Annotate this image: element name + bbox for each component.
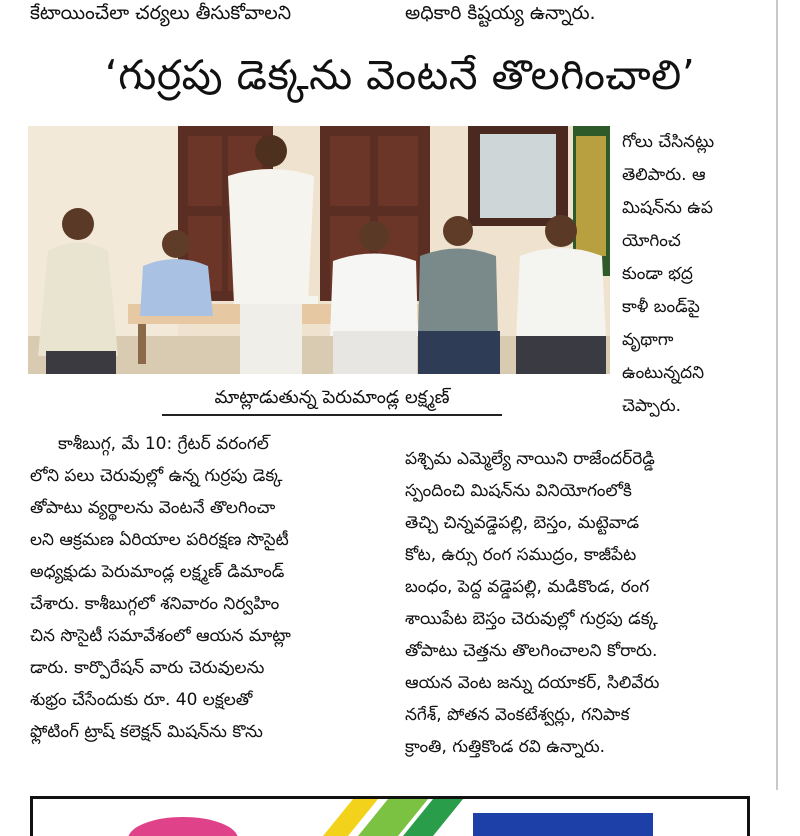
side-line: యోగించ xyxy=(622,231,681,251)
body-line: శుభ్రం చేసేందుకు రూ. 40 లక్షలతో xyxy=(30,690,253,710)
body-line: లని ఆక్రమణ ఏరియాల పరిరక్షణ సొసైటీ xyxy=(30,530,289,550)
body-line: తెచ్చి చిన్నవడ్డెపల్లి, బెస్తం, మట్టెవాడ xyxy=(405,513,640,533)
body-line: కాశీబుగ్గ, మే 10: గ్రేటర్ వరంగల్ xyxy=(58,434,269,454)
meeting-photo-illustration xyxy=(28,126,610,374)
photo-caption: మాట్లాడుతున్న పెరుమాండ్ల లక్ష్మణ్ xyxy=(162,384,502,416)
column-divider xyxy=(776,0,778,790)
body-line: ఆయన వెంట జన్ను దయాకర్, సిలివేరు xyxy=(405,673,660,693)
body-line: శాయిపేట బెస్తం చెరువుల్లో గుర్రపు డక్క xyxy=(405,609,658,629)
side-column xyxy=(622,126,772,423)
body-line: తోపాటు చెత్తను తొలగించాలని కోరారు. xyxy=(405,641,658,661)
article-column-right xyxy=(405,443,765,763)
side-line: ఉంటున్నదని xyxy=(622,363,705,383)
top-right-continuation: అధికారి కిష్టయ్య ఉన్నారు. xyxy=(405,2,596,24)
side-line: కాళీ బండ్‌పై xyxy=(622,297,700,317)
article-column-left xyxy=(30,428,390,748)
side-line: తెలిపారు. ఆ xyxy=(622,165,706,185)
body-line: చేశారు. కాశీబుగ్గలో శనివారం నిర్వహిం xyxy=(30,594,280,614)
body-line: చిన సొసైటీ సమావేశంలో ఆయన మాట్లా xyxy=(30,626,291,646)
news-photo xyxy=(28,126,610,374)
body-line: క్రాంతి, గుత్తికొండ రవి ఉన్నారు. xyxy=(405,737,606,757)
ad-graphic xyxy=(33,799,747,836)
body-line: కోట, ఉర్సు రంగ సముద్రం, కాజీపేట xyxy=(405,545,637,565)
headline: ‘గుర్రపు డెక్కను వెంటనే తొలగించాలి’ xyxy=(104,51,696,99)
side-line: కుండా భద్ర xyxy=(622,264,693,284)
body-line: ఫ్లోటింగ్ ట్రాష్ కలెక్షన్ మిషన్‌ను కొను xyxy=(30,722,263,742)
body-line: అధ్యక్షుడు పెరుమాండ్ల లక్ష్మణ్ డిమాండ్ xyxy=(30,562,285,582)
body-line: తోపాటు వ్యర్థాలను వెంటనే తొలగించా xyxy=(30,498,276,518)
side-line: వృథాగా xyxy=(622,330,674,350)
body-line: నగేశ్, పోతన వెంకటేశ్వర్లు, గనిపాక xyxy=(405,705,630,725)
side-line: గోలు చేసినట్లు xyxy=(622,132,715,152)
body-line: డారు. కార్పొరేషన్ వారు చెరువులను xyxy=(30,658,265,678)
side-line: మిషన్‌ను ఉప xyxy=(622,198,713,218)
side-line: చెప్పారు. xyxy=(622,396,682,416)
advertisement-strip xyxy=(30,796,750,836)
body-line: స్పందించి మిషన్‌ను వినియోగంలోకి xyxy=(405,481,632,501)
body-line: బంధం, పెద్ద వడ్డెపల్లి, మడికొండ, రంగ xyxy=(405,577,650,597)
top-left-continuation: కేటాయించేలా చర్యలు తీసుకోవాలని xyxy=(30,2,292,24)
body-line: లోని పలు చెరువుల్లో ఉన్న గుర్రపు డెక్క xyxy=(30,466,283,486)
body-line: పశ్చిమ ఎమ్మెల్యే నాయిని రాజేందర్‌రెడ్డి xyxy=(405,449,655,469)
